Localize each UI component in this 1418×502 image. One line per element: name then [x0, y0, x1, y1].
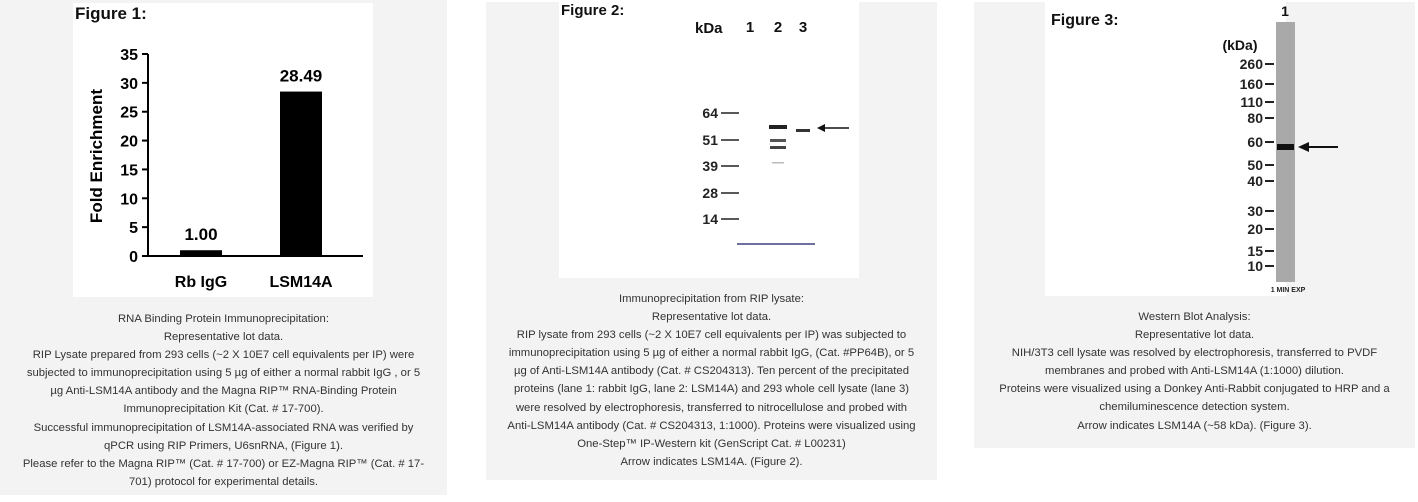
marker-label: 50 [1247, 157, 1263, 173]
figure-1-caption [0, 310, 447, 491]
caption-line: Immunoprecipitation from RIP lysate: [618, 293, 804, 305]
band-lane2-mid [770, 139, 786, 142]
caption-line: Arrow indicates LSM14A. (Figure 2). [620, 455, 803, 468]
marker-label: 28 [702, 185, 718, 201]
marker-label: 20 [1247, 221, 1263, 237]
caption-line: Proteins were visualized using a Donkey Anti-Rabbit conjugated to HRP and a [999, 383, 1390, 396]
figure-1-title: Figure 1: [75, 4, 147, 23]
caption-line: Representative lot data. [651, 311, 772, 324]
caption-line: Please refer to the Magna RIP™ (Cat. # 17-700) or EZ-Magna RIP™ (Cat. # 17- [22, 457, 425, 470]
caption-line: µg Anti-LSM14A antibody and the Magna RIP™ RNA-Binding Protein [50, 385, 397, 398]
band-lane3 [796, 129, 810, 132]
x-tick-label: Rb IgG [174, 274, 228, 291]
kda-label: (kDa) [1222, 37, 1258, 53]
x-tick-labels [175, 274, 333, 291]
figure-1-panel [0, 0, 447, 495]
caption-line: were resolved by electrophoresis, transferred to nitrocellulose and probed with [515, 401, 908, 414]
y-tick-label: 5 [129, 220, 138, 238]
arrow-head [1298, 142, 1309, 152]
y-tick-label: 20 [120, 133, 138, 151]
marker-label: 260 [1239, 56, 1263, 72]
caption-line: membranes and probed with Anti-LSM14A (1:1000) dilution. [1045, 365, 1344, 378]
figure-2-caption [486, 290, 937, 471]
figure-2-title: Figure 2: [561, 2, 625, 19]
y-tick-label: 10 [120, 191, 138, 209]
fold-enrichment-chart [73, 3, 373, 297]
caption-line: proteins (lane 1: rabbit IgG, lane 2: LSM14A) and 293 whole cell lysate (lane 3) [514, 383, 909, 396]
data-label: 1.00 [184, 225, 218, 245]
y-tick-label: 30 [120, 75, 138, 93]
marker-label: 39 [702, 158, 718, 174]
marker-label: 15 [1247, 243, 1263, 259]
caption-line: Representative lot data. [163, 331, 284, 344]
lsm14a-band [1277, 144, 1294, 150]
western-blot-ip [559, 2, 859, 278]
figure-1-image [73, 3, 373, 297]
lane-label: 1 [745, 19, 755, 36]
y-tick-label: 25 [120, 104, 138, 122]
data-label: 28.49 [279, 66, 323, 86]
marker-label: 51 [702, 132, 718, 148]
y-tick-label: 0 [129, 249, 138, 266]
caption-line: 701) protocol for experimental details. [128, 475, 318, 488]
caption-line: subjected to immunoprecipitation using 5 µg of either a normal rabbit IgG , or 5 [26, 367, 421, 380]
y-axis-label: Fold Enrichment [87, 88, 106, 224]
caption-line: Anti-LSM14A antibody (Cat. # CS204313, 1:1000). Proteins were visualized using [507, 419, 916, 432]
marker-ladder [1240, 56, 1274, 274]
caption-line: RIP lysate from 293 cells (~2 X 10E7 cell equivalents per IP) was subjected to [516, 329, 907, 342]
y-ticks [120, 47, 148, 266]
caption-line: Arrow indicates LSM14A (~58 kDa). (Figure 3). [1077, 419, 1312, 432]
caption-line: chemiluminescence detection system. [1099, 401, 1290, 414]
figure-2-panel [486, 2, 937, 480]
caption-line: µg of Anti-LSM14A antibody (Cat. # CS204313). Ten percent of the precipitated [513, 365, 910, 378]
western-blot-nih3t3 [1045, 2, 1306, 296]
marker-label: 14 [702, 211, 718, 227]
caption-line: immunoprecipitation using 5 µg of either a normal rabbit IgG, (Cat. #PP64B), or 5 [508, 347, 915, 360]
kda-label: kDa [695, 20, 723, 37]
caption-line: Successful immunoprecipitation of LSM14A-associated RNA was verified by [33, 421, 414, 434]
marker-label: 64 [702, 105, 718, 121]
caption-line: Representative lot data. [1134, 329, 1255, 342]
caption-line: RNA Binding Protein Immunoprecipitation: [118, 313, 329, 325]
figure-3-panel [974, 2, 1415, 448]
marker-label: 40 [1247, 173, 1263, 189]
figure-2-image [559, 2, 859, 278]
caption-line: Western Blot Analysis: [1138, 311, 1251, 323]
caption-line: qPCR using RIP Primers, U6snRNA, (Figure 1). [104, 439, 343, 452]
blot-lane [1276, 22, 1295, 282]
exposure-label: 1 MIN EXP [1270, 287, 1306, 294]
band-lane2-upper [769, 125, 787, 129]
band-lane2-lower [770, 146, 786, 149]
marker-label: 80 [1247, 110, 1263, 126]
figure-3-title: Figure 3: [1051, 12, 1119, 29]
marker-label: 30 [1247, 203, 1263, 219]
marker-label: 10 [1247, 258, 1263, 274]
marker-label: 110 [1240, 94, 1263, 110]
arrow-head [817, 124, 825, 132]
bar-lsm14a [280, 92, 322, 256]
caption-line: NIH/3T3 cell lysate was resolved by electrophoresis, transferred to PVDF [1011, 347, 1378, 360]
lane-label: 1 [1281, 3, 1289, 19]
caption-line: Immunoprecipitation Kit (Cat. # 17-700). [123, 403, 324, 416]
lane-label: 3 [798, 19, 808, 36]
marker-label: 60 [1247, 134, 1263, 150]
marker-label: 160 [1239, 76, 1263, 92]
lane-label: 2 [773, 19, 783, 36]
figure-3-caption [974, 308, 1415, 435]
x-tick-label: LSM14A [269, 274, 333, 291]
bar-rb-igg [180, 250, 222, 256]
y-tick-label: 35 [120, 47, 138, 64]
band-lane2-faint [772, 162, 784, 164]
caption-line: RIP Lysate prepared from 293 cells (~2 X 10E7 cell equivalents per IP) were [32, 349, 415, 362]
figure-3-image [1045, 2, 1306, 296]
caption-line: One-Step™ IP-Western kit (GenScript Cat. # L00231) [577, 437, 846, 450]
y-tick-label: 15 [120, 162, 138, 180]
